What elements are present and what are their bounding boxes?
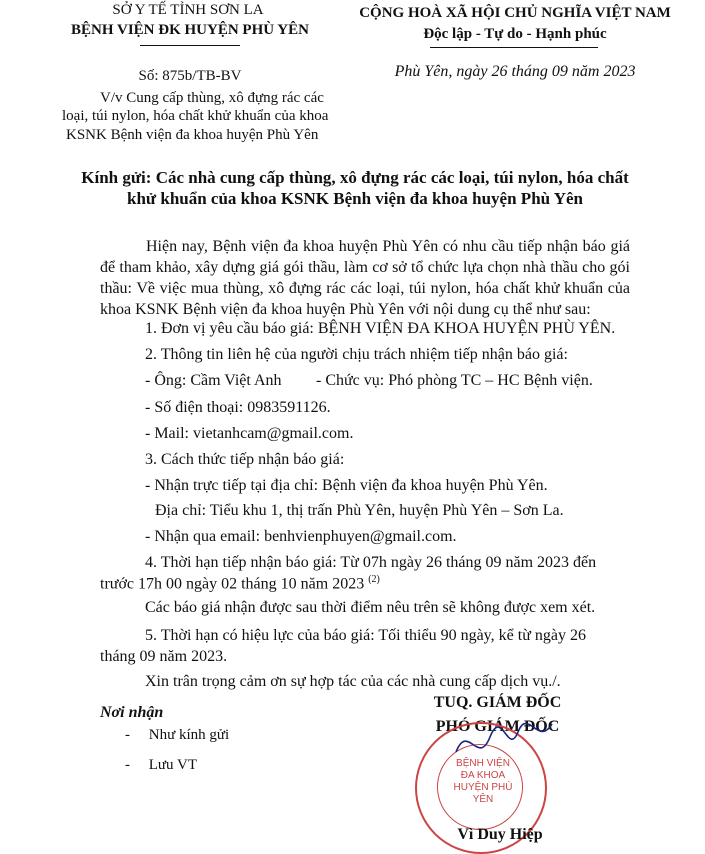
late-note: Các báo giá nhận được sau thời điểm nêu trên sẽ không được xem xét.: [145, 599, 596, 616]
item-4-deadline: trước 17h 00 ngày 02 tháng 10 năm 2023: [100, 575, 365, 593]
handwritten-signature: [448, 712, 558, 772]
hospital-underline: [140, 45, 240, 46]
nation-motto: Độc lập - Tự do - Hạnh phúc: [423, 26, 607, 42]
thanks-line: Xin trân trọng cảm ơn sự hợp tác của các nhà cung cấp dịch vụ./.: [145, 673, 561, 690]
subject-line-2: loại, túi nylon, hóa chất khử khuẩn của khoa: [62, 108, 329, 124]
receive-email: - Nhận qua email: benhvienphuyen@gmail.com.: [145, 528, 457, 545]
item-1: 1. Đơn vị yêu cầu báo giá: BỆNH VIỆN ĐA KHOA HUYỆN PHÙ YÊN.: [145, 320, 616, 337]
recipient-line-1: Kính gửi: Các nhà cung cấp thùng, xô đựng rác các loại, túi nylon, hóa chất: [81, 168, 629, 187]
contact-mail: - Mail: vietanhcam@gmail.com.: [145, 425, 354, 442]
sign-title-2: PHÓ GIÁM ĐỐC: [435, 718, 560, 735]
recipient-item: - Lưu VT: [125, 757, 198, 773]
receive-direct: - Nhận trực tiếp tại địa chỉ: Bệnh viện đa khoa huyện Phù Yên.: [145, 477, 548, 494]
ministry-name: SỞ Y TẾ TỈNH SƠN LA: [112, 2, 264, 18]
item-4-footnote: (2): [368, 574, 380, 585]
item-5-line-2: tháng 09 năm 2023.: [100, 648, 228, 665]
contact-phone: - Số điện thoại: 0983591126.: [145, 399, 331, 416]
item-4-line-2: [100, 574, 380, 593]
recipient-item: - Như kính gửi: [125, 727, 230, 743]
sign-title-1: TUQ. GIÁM ĐỐC: [433, 694, 562, 711]
motto-underline: [430, 47, 598, 48]
stamp-text: BỆNH VIỆN ĐA KHOA HUYỆN PHÙ YÊN: [453, 758, 513, 805]
item-3: 3. Cách thức tiếp nhận báo giá:: [145, 451, 345, 468]
nation-title: CỘNG HOÀ XÃ HỘI CHỦ NGHĨA VIỆT NAM: [359, 5, 671, 21]
document-date: Phù Yên, ngày 26 tháng 09 năm 2023: [394, 63, 636, 80]
subject-line-3: KSNK Bệnh viện đa khoa huyện Phù Yên: [66, 127, 319, 143]
contact-position: - Chức vụ: Phó phòng TC – HC Bệnh viện.: [316, 372, 593, 389]
recipient-item-label: Lưu VT: [148, 757, 198, 773]
item-5-line-1: 5. Thời hạn có hiệu lực của báo giá: Tối thiểu 90 ngày, kể từ ngày 26: [145, 627, 586, 644]
item-4-line-1: 4. Thời hạn tiếp nhận báo giá: Từ 07h ngày 26 tháng 09 năm 2023 đến: [145, 554, 597, 571]
signer-name: Vì Duy Hiệp: [457, 826, 543, 843]
item-2: 2. Thông tin liên hệ của người chịu trách nhiệm tiếp nhận báo giá:: [145, 346, 568, 363]
recipient-item-label: Như kính gửi: [148, 727, 230, 743]
hospital-name: BỆNH VIỆN ĐK HUYỆN PHÙ YÊN: [71, 22, 309, 38]
subject-line-1: V/v Cung cấp thùng, xô đựng rác các: [100, 90, 324, 106]
recipient-line-2: khử khuẩn của khoa KSNK Bệnh viện đa khoa huyện Phù Yên: [127, 189, 583, 208]
intro-paragraph: Hiện nay, Bệnh viện đa khoa huyện Phù Yên có nhu cầu tiếp nhận báo giá để tham khảo, xây dựng giá gói thầu, làm cơ sở tổ chức lựa chọn nhà thầu cho gói thầu: Về việc mua thùng, xô đựng rác các loại, túi nylon, hóa chất khử khuẩn của khoa KSNK Bệnh viện đa khoa huyện Phù Yên với nội dung cụ thể như sau:: [100, 238, 630, 318]
recipients-title: Nơi nhận: [100, 704, 164, 721]
contact-name: - Ông: Cầm Việt Anh: [145, 372, 282, 389]
receive-address: Địa chỉ: Tiểu khu 1, thị trấn Phù Yên, huyện Phù Yên – Sơn La.: [155, 502, 564, 519]
document-number: Số: 875b/TB-BV: [138, 68, 242, 84]
